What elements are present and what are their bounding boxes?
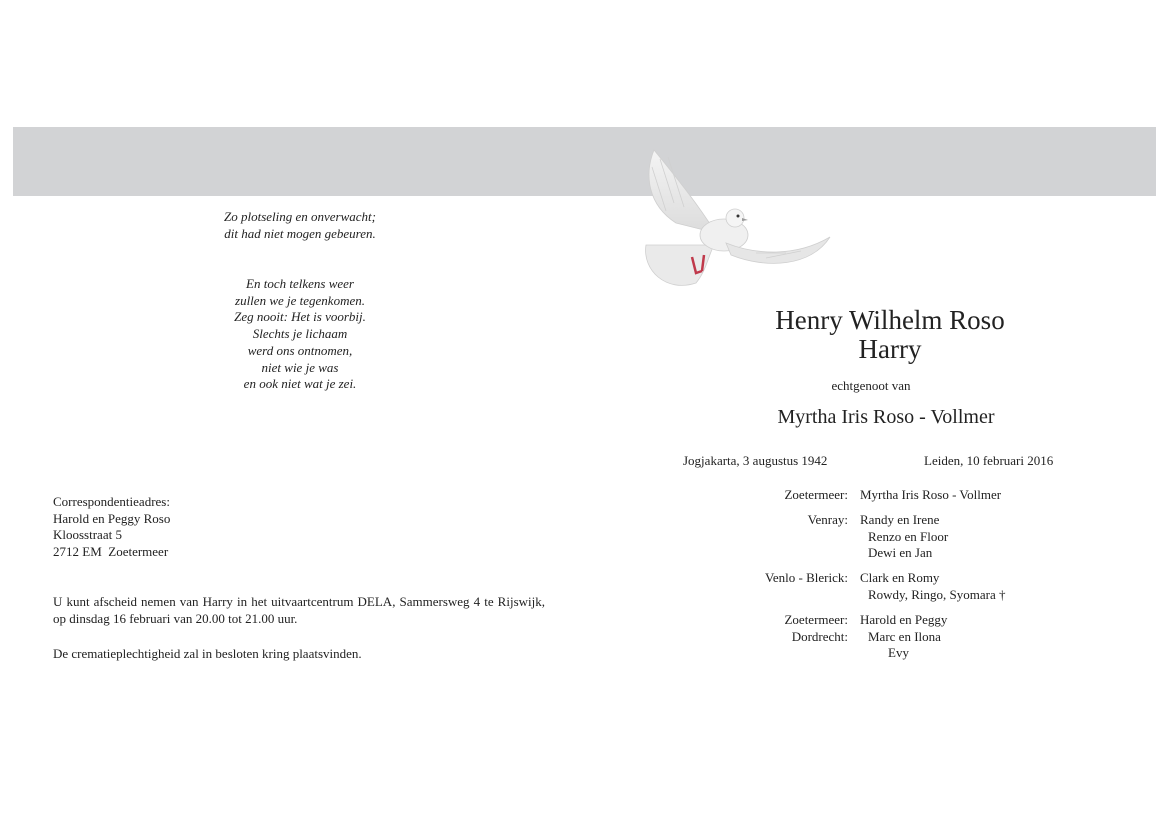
dove-image	[636, 145, 836, 295]
poem-line: dit had niet mogen gebeuren.	[224, 225, 376, 241]
family-group	[700, 512, 1100, 562]
poem-line: en ook niet wat je zei.	[243, 376, 357, 392]
family-names: Clark en Romy	[860, 570, 940, 586]
family-row	[700, 545, 1100, 562]
poem-line: niet wie je was	[261, 359, 339, 375]
family-row	[700, 487, 1100, 504]
family-place	[700, 587, 860, 604]
deceased-nickname: Harry	[858, 334, 922, 364]
family-names: Harold en Peggy	[860, 611, 948, 627]
farewell-notice: U kunt afscheid nemen van Harry in het uitvaartcentrum DELA, Sammersweg 4 te Rijswijk, op dinsdag 16 februari van 20.00 tot 21.00 uur.	[53, 594, 545, 626]
family-list	[700, 487, 1100, 662]
address-line: Correspondentieadres:	[53, 494, 170, 509]
family-place: Venlo - Blerick:	[764, 570, 848, 586]
spouse-name: Myrtha Iris Roso - Vollmer	[777, 406, 995, 428]
family-place: Zoetermeer:	[784, 611, 848, 627]
poem-stanza-1	[150, 209, 450, 242]
family-row	[700, 645, 1100, 662]
family-row	[700, 587, 1100, 604]
poem-line: Zo plotseling en onverwacht;	[223, 209, 376, 224]
poem-line: Zeg nooit: Het is voorbij.	[234, 309, 366, 325]
family-row	[700, 512, 1100, 529]
correspondence-address	[53, 494, 170, 560]
address-line: 2712 EM Zoetermeer	[53, 543, 169, 559]
family-place: Dordrecht:	[791, 628, 848, 644]
poem-line: En toch telkens weer	[246, 276, 354, 291]
birth-info: Jogjakarta, 3 augustus 1942	[683, 453, 828, 468]
poem-line: zullen we je tegenkomen.	[235, 292, 365, 308]
family-names: Renzo en Floor	[868, 528, 949, 544]
family-names: Randy en Irene	[860, 511, 940, 527]
family-row	[700, 612, 1100, 629]
family-row	[700, 529, 1100, 546]
family-names: Rowdy, Ringo, Syomara †	[868, 586, 1006, 602]
family-row	[700, 629, 1100, 646]
family-names: Evy	[888, 645, 909, 661]
cremation-notice: De crematieplechtigheid zal in besloten kring plaatsvinden.	[53, 646, 362, 661]
poem-line: werd ons ontnomen,	[247, 342, 353, 358]
address-line: Kloosstraat 5	[53, 527, 122, 543]
poem-stanza-2	[150, 276, 450, 393]
family-place: Zoetermeer:	[784, 487, 848, 502]
family-group	[700, 487, 1100, 504]
family-place: Venray:	[807, 511, 848, 527]
family-place	[700, 545, 860, 562]
address-line: Harold en Peggy Roso	[53, 510, 171, 526]
family-group	[700, 612, 1100, 662]
family-names: Myrtha Iris Roso - Vollmer	[860, 487, 1002, 502]
family-row	[700, 570, 1100, 587]
family-names: Marc en Ilona	[868, 628, 941, 644]
relation-label: echtgenoot van	[831, 378, 911, 393]
death-info: Leiden, 10 februari 2016	[924, 453, 1054, 468]
family-place	[700, 645, 860, 662]
family-group	[700, 570, 1100, 604]
family-place	[700, 529, 860, 546]
deceased-full-name: Henry Wilhelm Roso	[775, 305, 1005, 335]
family-names: Dewi en Jan	[868, 545, 933, 561]
header-band	[13, 127, 1156, 196]
poem-line: Slechts je lichaam	[252, 326, 348, 342]
